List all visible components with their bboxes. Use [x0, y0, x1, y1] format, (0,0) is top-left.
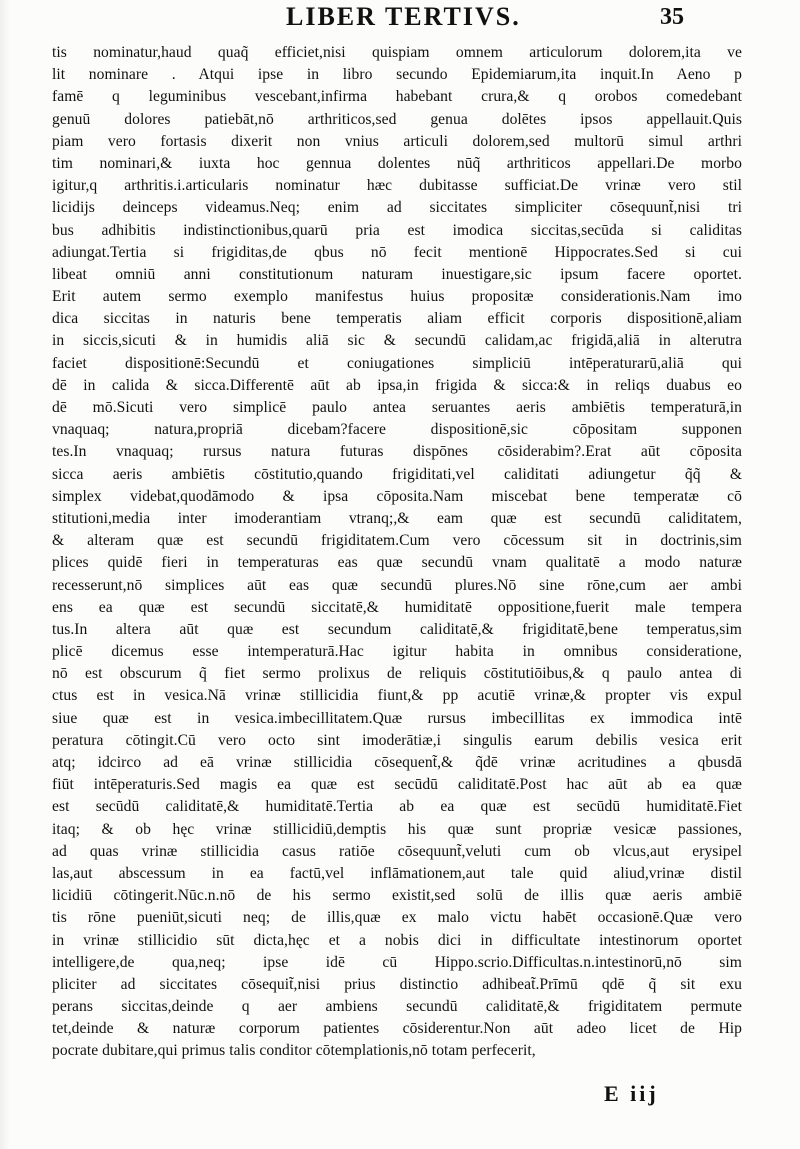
text-line: vnaquaq; natura,propriā dicebam?facere dispositionē,sic cōpositam supponen: [52, 421, 742, 439]
text-line: & alteram quæ est secundū frigiditatem.Cum vero cōcessum sit in doctrinis,sim: [52, 532, 742, 550]
text-line: tis nominatur,haud quaq̃ efficiet,nisi quispiam omnem articulorum dolorem,ita ve: [52, 44, 742, 61]
text-line: pocrate dubitare,qui primus talis conditor cōtemplationis,nō totam perfecerit,: [52, 1042, 536, 1060]
text-line: adiungat.Tertia si frigiditas,de qbus nō fecit mentionē Hippocrates.Sed si cui: [52, 243, 742, 261]
text-line: tus.In altera aūt quæ est secundum caliditatē,& frigiditatē,bene temperatus,sim: [52, 620, 742, 638]
text-line: bus adhibitis indistinctionibus,quarū pria est imodica siccitas,secūda si caliditas: [52, 221, 742, 239]
text-line: igitur,q arthritis.i.articularis nominatur hæc dubitasse sufficiat.De vrinæ vero stil: [52, 177, 742, 195]
text-line: famē q leguminibus vescebant,infirma habebant crura,& q orobos comedebant: [52, 88, 742, 106]
text-line: las,aut abscessum in ea factū,vel inflāmationem,aut tale quid aliud,vrinæ distil: [52, 864, 742, 882]
text-line: ctus est in vesica.Nā vrinæ stillicidia fiunt,& pp acutiē vrinæ,& propter vis expul: [52, 687, 742, 705]
text-line: tet,deinde & naturæ corporum patientes cōsiderentur.Non aūt adeo licet de Hip: [52, 1020, 742, 1038]
text-line: siue quæ est in vesica.imbecillitatem.Quæ rursus imbecillitas ex immodica intē: [52, 709, 742, 727]
text-line: tim nominari,& iuxta hoc gennua dolentes nūq̃ arthriticos appellari.De morbo: [52, 154, 742, 172]
text-line: perans siccitas,deinde q aer ambiens secundū caliditatē,& frigiditatem permute: [52, 998, 742, 1016]
text-line: intelligere,de qua,neq; ipse idē cū Hippo.scrio.Difficultas.n.intestinorū,nō sim: [52, 953, 742, 971]
text-line: ad quas vrinæ stillicidia casus ratiōe cōsequunt̃,veluti cum ob vlcus,aut erysipel: [52, 842, 742, 860]
body-text: [52, 42, 742, 1063]
text-line: in siccis,sicuti & in humidis aliā sic & secundū calidam,ac frigidā,aliā in alterutra: [52, 332, 742, 350]
text-line: in vrinæ stillicidio sūt dicta,hęc et a nobis dici in difficultate intestinorum oportet: [52, 931, 742, 949]
page-number: 35: [660, 4, 684, 30]
text-line: recesserunt,nō simplices aūt eas quæ secundū plures.Nō sine rōne,cum aer ambi: [52, 576, 742, 594]
text-line: simplex videbat,quodāmodo & ipsa cōposita.Nam miscebat bene temperatæ cō: [52, 487, 742, 505]
text-line: stitutioni,media inter imoderantiam vtranq;,& eam quæ est secundū caliditatem,: [52, 509, 742, 527]
text-line: dē mō.Sicuti vero simplicē paulo antea seruantes aeris ambiētis temperaturā,in: [52, 399, 742, 416]
text-line: genuū dolores patiebāt,nō arthriticos,sed genua dolētes ipsos appellauit.Quis: [52, 110, 742, 128]
text-line: est secūdū caliditatē,& humiditatē.Tertia ab ea quæ est secūdū humiditatē.Fiet: [52, 798, 742, 816]
text-line: ens ea quæ est secundū siccitatē,& humiditatē oppositione,fuerit male tempera: [52, 598, 742, 616]
text-line: Erit autem sermo exemplo manifestus huius propositæ considerationis.Nam imo: [52, 288, 742, 306]
text-line: dē in calida & sicca.Differentē aūt ab ipsa,in frigida & sicca:& in reliqs duabus eo: [52, 376, 742, 394]
text-line: fiūt intēperaturis.Sed magis ea quæ est secūdū caliditatē.Post hac aūt ab ea quæ: [52, 776, 742, 794]
text-line: nō est obscurum q̃ fiet sermo prolixus de reliquis cōstitutiōibus,& q paulo antea di: [52, 665, 742, 683]
text-line: itaq; & ob hęc vrinæ stillicidiū,demptis his quæ sunt propriæ vesicæ passiones,: [52, 820, 742, 838]
text-line: faciet dispositionē:Secundū et coniugationes simpliciū intēperaturarū,aliā qui: [52, 354, 742, 372]
text-line: licidiū cōtingerit.Nūc.n.nō de his sermo existit,sed solū de illis quæ aeris ambiē: [52, 887, 742, 905]
text-line: tis rōne pueniūt,sicuti neq; de illis,quæ ex malo victu habēt occasionē.Quæ vero: [52, 909, 742, 927]
signature-mark: E iij: [604, 1081, 659, 1106]
running-title: LIBER TERTIVS.: [286, 2, 521, 31]
text-line: lit nominare . Atqui ipse in libro secundo Epidemiarum,ita inquit.In Aeno p: [52, 66, 742, 84]
text-line: tes.In vnaquaq; rursus natura futuras dispōnes cōsiderabim?.Erat aūt cōposita: [52, 443, 742, 461]
text-line: sicca aeris ambiētis cōstitutio,quando frigiditati,vel caliditati adiungetur q̃q̃ &: [52, 465, 742, 483]
text-line: plicē dicemus esse intemperaturā.Hac igitur habita in omnibus consideratione,: [52, 643, 742, 661]
text-line: plices quidē fieri in temperaturas eas quæ secundū vnam qualitatē a modo naturæ: [52, 554, 742, 572]
text-line: atq; idcirco ad eā vrinæ stillicidia cōsequent̃,& q̃dē vrinæ acritudines a qbusdā: [52, 754, 742, 771]
text-line: piam vero fortasis dixerit non vnius articuli dolorem,sed multorū simul arthri: [52, 132, 742, 150]
text-line: licidijs deinceps videamus.Neq; enim ad siccitates simpliciter cōsequunt̃,nisi tri: [52, 199, 742, 217]
text-line: pliciter ad siccitates cōsequit̃,nisi prius distinctio adhibeat̃.Prīmū qdē q̃ sit exu: [52, 975, 742, 993]
text-line: dica siccitas in naturis bene temperatis aliam efficit corporis dispositionē,aliam: [52, 310, 742, 328]
text-line: libeat omniū anni constitutionum naturam inuestigare,sic ipsum facere oportet.: [52, 265, 742, 283]
text-line: peratura cōtingit.Cū vero octo sint imoderātiæ,i singulis earum debilis vesica erit: [52, 731, 742, 749]
